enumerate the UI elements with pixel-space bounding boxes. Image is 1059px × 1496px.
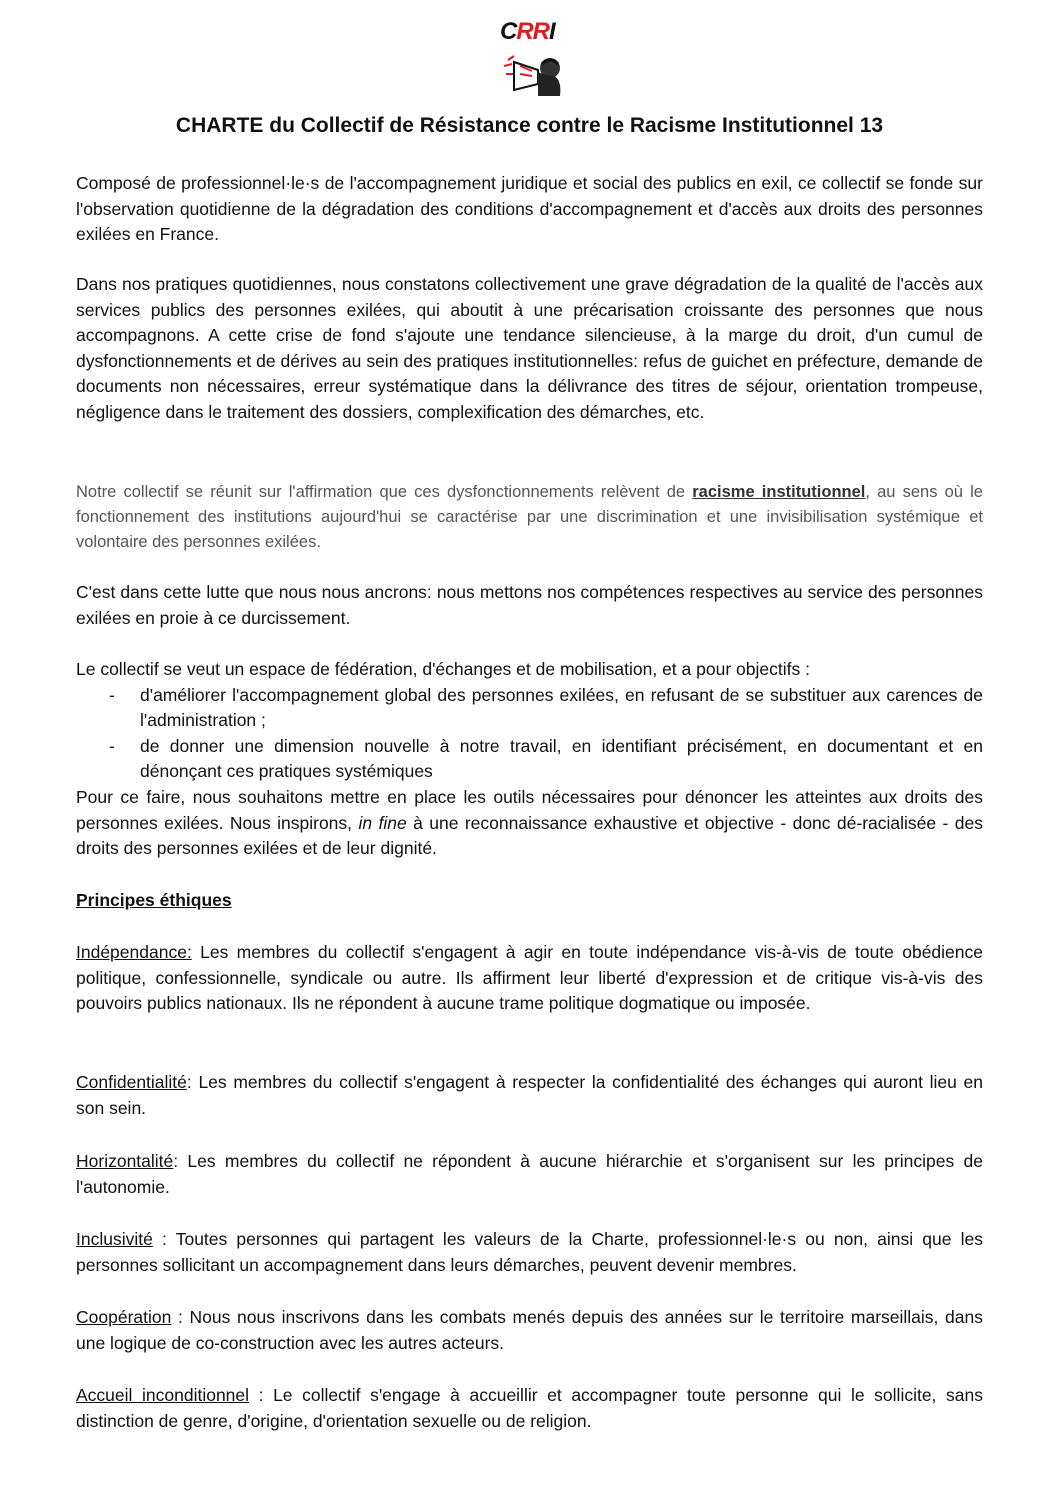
principle-term: Confidentialité (76, 1072, 187, 1092)
intro-text: Composé de professionnel·le·s de l'accompagnement juridique et social des publics en exil, ce collectif se fonde sur l'observation quotidienne de la dégradation des conditions d'accompagnement et d'accès aux droits des personnes exilées en France. (76, 173, 983, 245)
list-item: - d'améliorer l'accompagnement global des personnes exilées, en refusant de se substituer aux carences de l'administration ; (109, 684, 983, 731)
affirmation-text-before: Notre collectif se réunit sur l'affirmation que ces dysfonctionnements relèvent de (76, 483, 693, 501)
list-item: - de donner une dimension nouvelle à notre travail, en identifiant précisément, en documentant et en dénonçant ces pratiques systémiques (109, 735, 983, 782)
principle-term: Coopération (76, 1307, 172, 1327)
objectives-intro: Le collectif se veut un espace de fédération, d'échanges et de mobilisation, et a pour objectifs : (76, 659, 810, 679)
crri-logo (490, 18, 570, 100)
paragraph-struggle (76, 580, 983, 631)
principle-horizontalite: Horizontalité: Les membres du collectif ne répondent à aucune hiérarchie et s'organisent sur les principes de l'autonomie. (76, 1151, 983, 1197)
principle-inclusivite: Inclusivité : Toutes personnes qui partagent les valeurs de la Charte, professionnel·le·s ou non, ainsi que les personnes sollicitant un accompagnement dans leurs démarches, peuvent devenir membres. (76, 1229, 983, 1275)
principle-term: Horizontalité (76, 1151, 174, 1171)
paragraph-practices (76, 272, 983, 426)
logo-wordmark: CRRI (500, 18, 555, 45)
paragraph-affirmation (76, 480, 983, 555)
page-title: CHARTE du Collectif de Résistance contre le Racisme Institutionnel 13 (175, 114, 884, 137)
inspire-text: Pour ce faire, nous souhaitons mettre en place les outils nécessaires pour dénoncer les atteintes aux droits des personnes exilées. Nous inspirons, in fine à une reconnaissance exhaustive et objective - donc dé-racialisée - des droits des personnes exilées et de leur dignité. (76, 786, 983, 859)
principle-term: Inclusivité (76, 1229, 153, 1249)
principle-accueil: Accueil inconditionnel : Le collectif s'engage à accueillir et accompagner toute personne qui le sollicite, sans distinction de genre, d'origine, d'orientation sexuelle ou de religion. (76, 1385, 983, 1431)
megaphone-person-icon (498, 50, 568, 100)
paragraph-objectives (76, 657, 983, 862)
affirmation-text-after: , au sens où le fonctionnement des institutions aujourd'hui se caractérise par une discrimination et une invisibilisation systémique et volontaire des personnes exilées. (76, 483, 983, 551)
principle-confidentialite: Confidentialité: Les membres du collectif s'engagent à respecter la confidentialité des échanges qui auront lieu en son sein. (76, 1072, 983, 1118)
affirmation-emphasis: racisme institutionnel (692, 483, 866, 501)
principle-independance: Indépendance: Les membres du collectif s'engagent à agir en toute indépendance vis-à-vis de toute obédience politique, confessionnelle, syndicale ou autre. Ils affirment leur liberté d'expression et de critique vis-à-vis des pouvoirs publics nationaux. Ils ne répondent à aucune trame politique dogmatique ou imposée. (76, 942, 983, 1014)
principle-term: Indépendance: (76, 942, 192, 962)
principle-term: Accueil inconditionnel (76, 1385, 250, 1405)
principles-heading: Principes éthiques (76, 890, 232, 910)
principle-cooperation: Coopération : Nous nous inscrivons dans les combats menés depuis des années sur le territoire marseillais, dans une logique de co-construction avec les autres acteurs. (76, 1307, 983, 1353)
paragraph-intro (76, 171, 983, 248)
struggle-text: C'est dans cette lutte que nous nous ancrons: nous mettons nos compétences respectives au service des personnes exilées en proie à ce durcissement. (76, 582, 983, 628)
practices-text: Dans nos pratiques quotidiennes, nous constatons collectivement une grave dégradation de la qualité de l'accès aux services publics des personnes exilées, qui aboutit à une précarisation croissante des personnes que nous accompagnons. A cette crise de fond s'ajoute une tendance silencieuse, à la marge du droit, d'un cumul de dysfonctionnements et de dérives au sein des pratiques institutionnelles: refus de guichet en préfecture, demande de documents non nécessaires, erreur systématique dans la délivrance des titres de séjour, orientation trompeuse, négligence dans le traitement des dossiers, complexification des démarches, etc. (76, 274, 983, 422)
objectives-list (76, 683, 983, 785)
